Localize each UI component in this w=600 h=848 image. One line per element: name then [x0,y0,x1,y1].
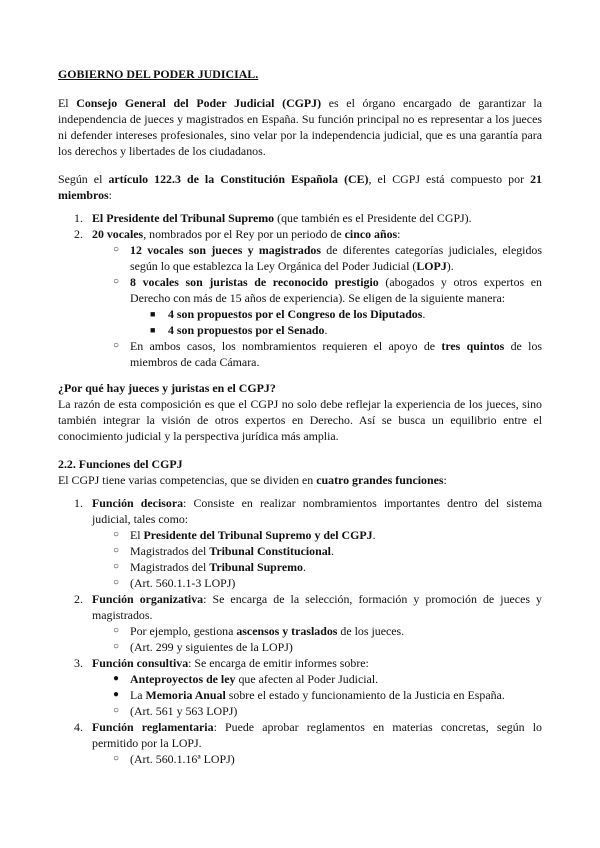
why-paragraph: La razón de esta composición es que el CGPJ no solo debe reflejar la experiencia de los jueces, sino también integrar la visión de otros expertos en Derecho. Así se busca un equilibrio entre el conocimiento judicial y la perspectiva jurídica más amplia. [58,397,542,443]
list-item: 1. Función decisora: Consiste en realizar nombramientos importantes dentro del sistema judicial, tales como: [74,496,542,526]
reglamentaria-sublist [92,751,542,767]
list-item: ● La Memoria Anual sobre el estado y funcionamiento de la Justicia en España. [113,688,505,702]
list-item: 3. Función consultiva: Se encarga de emitir informes sobre: [74,656,369,670]
list-item: ○ (Art. 560.1.16ª LOPJ) [113,752,235,766]
list-item: ■ 4 son propuestos por el Congreso de los Diputados. [150,307,426,321]
consultiva-sublist [92,671,542,719]
list-item: ○ El Presidente del Tribunal Supremo y del CGPJ. [113,528,376,542]
decisora-sublist [92,527,542,591]
list-item: ■ 4 son propuestos por el Senado. [150,323,328,337]
intro-paragraph: El Consejo General del Poder Judicial (CGPJ) es el órgano encargado de garantizar la independencia de jueces y magistrados en España. Su función principal no es representar a los jueces ni defender intereses profesionales, sino velar por la independencia judicial, que es una garantía para los derechos y libertades de los ciudadanos. [58,96,542,158]
list-item: ○ Por ejemplo, gestiona ascensos y traslados de los jueces. [113,624,405,638]
vocales-sublist [92,242,542,306]
list-item: ● Anteproyectos de ley que afecten al Poder Judicial. [113,672,379,686]
functions-intro: El CGPJ tiene varias competencias, que se dividen en cuatro grandes funciones: [58,473,447,487]
list-item: ○ Magistrados del Tribunal Supremo. [113,560,306,574]
document-title: GOBIERNO DEL PODER JUDICIAL. [58,67,259,81]
list-item: 1. El Presidente del Tribunal Supremo (que también es el Presidente del CGPJ). [74,211,472,225]
list-item: ○ En ambos casos, los nombramientos requieren el apoyo de tres quintos de los miembros de cada Cámara. [113,339,543,369]
functions-list-4 [58,719,542,751]
functions-heading: 2.2. Funciones del CGPJ [58,457,183,471]
composition-list [58,210,542,242]
list-item: 2. 20 vocales, nombrados por el Rey por un periodo de cinco años: [74,227,401,241]
list-item: 4. Función reglamentaria: Puede aprobar reglamentos en materias concretas, según lo permitido por la LOPJ. [74,720,542,750]
list-item: ○ 12 vocales son jueces y magistrados de diferentes categorías judiciales, elegidos según lo que establezca la Ley Orgánica del Poder Judicial (LOPJ). [113,243,542,273]
proposal-sublist [130,306,542,338]
functions-list [58,495,542,527]
list-item: ○ (Art. 560.1.1-3 LOPJ) [113,576,236,590]
list-item: ○ Magistrados del Tribunal Constitucional. [113,544,334,558]
organizativa-sublist [92,623,542,655]
composition-paragraph: Según el artículo 122.3 de la Constitución Española (CE), el CGPJ está compuesto por 21 miembros: [58,172,542,202]
list-item: 2. Función organizativa: Se encarga de la selección, formación y promoción de jueces y magistrados. [74,592,542,622]
list-item: ○ (Art. 299 y siguientes de la LOPJ) [113,640,293,654]
list-item: ○ 8 vocales son juristas de reconocido prestigio (abogados y otros expertos en Derecho con más de 15 años de experiencia). Se eligen de la siguiente manera: [113,275,543,305]
functions-list-3 [58,655,542,671]
why-heading: ¿Por qué hay jueces y juristas en el CGPJ? [58,381,276,395]
functions-list-2 [58,591,542,623]
majority-sublist [92,338,542,370]
list-item: ○ (Art. 561 y 563 LOPJ) [113,704,238,718]
